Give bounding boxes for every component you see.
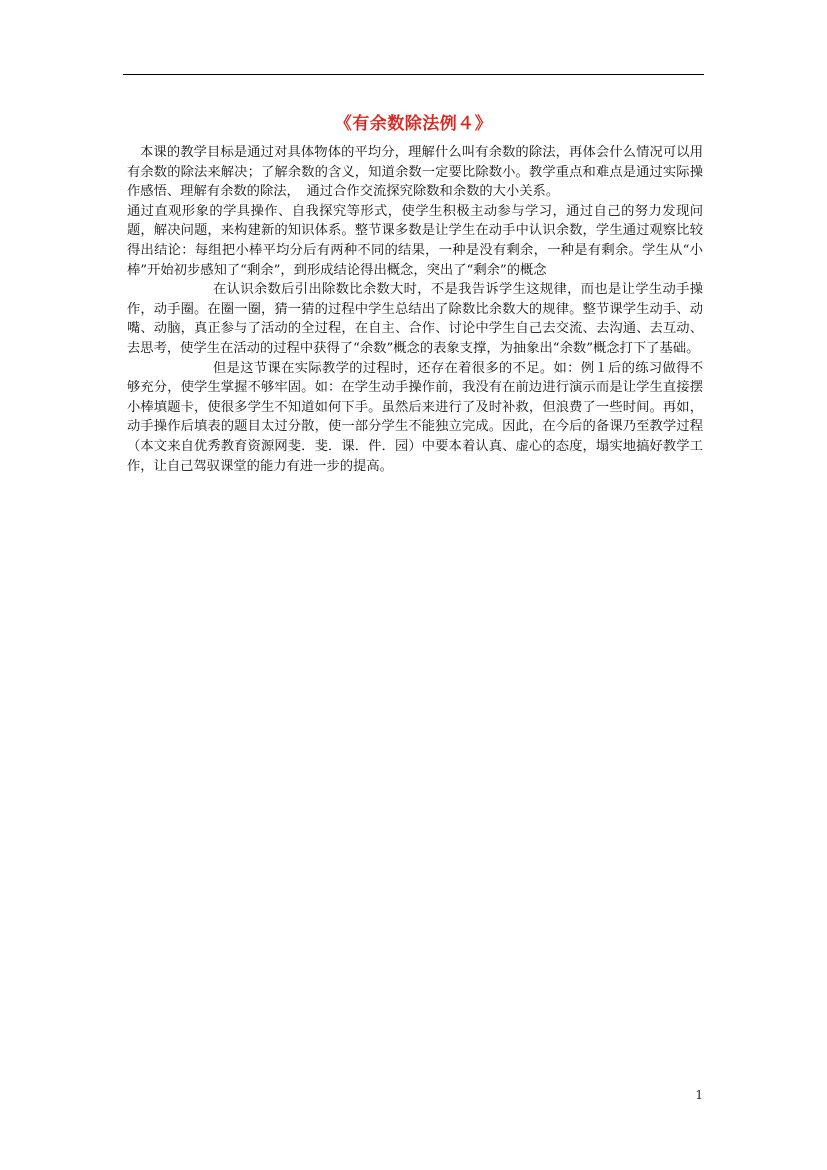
paragraph-divisor-rule: 在认识余数后引出除数比余数大时，不是我告诉学生这规律，而也是让学生动手操作，动手圈。在圈一圈，猜一猜的过程中学生总结出了除数比余数大的规律。整节课学生动手、动嘴、动脑，真正参与了活动的全过程，在自主、合作、讨论中学生自己去交流、去沟通、去互动、去思考，使学生在活动的过程中获得了“余数”概念的表象支撑，为抽象出“余数”概念打下了基础。 <box>127 282 703 356</box>
paragraph-teaching-goals: 本课的教学目标是通过对具体物体的平均分，理解什么叫有余数的除法，再体会什么情况可以用有余数的除法来解决；了解余数的含义，知道余数一定要比除数小。教学重点和难点是通过实际操作感悟、理解有余数的除法， 通过合作交流探究除数和余数的大小关系。 <box>127 145 703 200</box>
paragraph-teaching-method: 通过直观形象的学具操作、自我探究等形式，使学生积极主动参与学习，通过自己的努力发现问题，解决问题，来构建新的知识体系。整节课多数是让学生在动手中认识余数，学生通过观察比较得出结论：每组把小棒平均分后有两种不同的结果，一种是没有剩余，一种是有剩余。学生从“小棒”开始初步感知了“剩余”，到形成结论得出概念，突出了“剩余”的概念 <box>127 203 703 278</box>
document-title: 《有余数除法例４》 <box>334 114 493 134</box>
page-number: 1 <box>695 1088 703 1102</box>
paragraph-shortcomings: 但是这节课在实际教学的过程时，还存在着很多的不足。如：例１后的练习做得不够充分，使学生掌握不够牢固。如：在学生动手操作前，我没有在前边进行演示而是让学生直接摆小棒填题卡，使很多学生不知道如何下手。虽然后来进行了及时补救，但浪费了一些时间。再如，动手操作后填表的题目太过分散，使一部分学生不能独立完成。因此，在今后的备课乃至教学过程（本文来自优秀教育资源网斐．斐．课．件．园）中要本着认真、虚心的态度，塌实地搞好教学工作，让自己驾驭课堂的能力有进一步的提高。 <box>127 360 703 474</box>
document-body <box>127 143 703 476</box>
header-rule <box>123 74 704 75</box>
